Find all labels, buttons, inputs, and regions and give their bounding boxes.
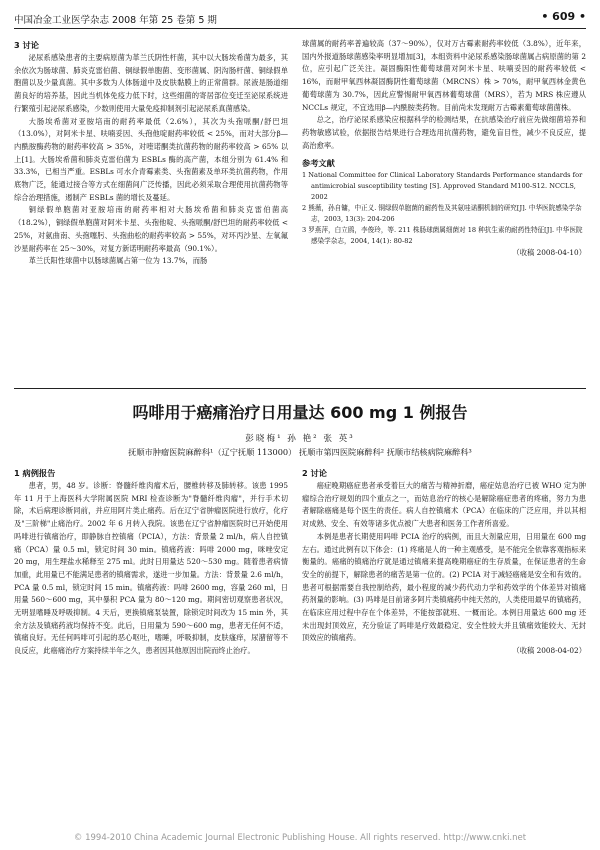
paragraph: 铜绿假单胞菌对亚胺培南的耐药率相对大肠埃希菌和肺炎克雷伯菌高（18.2%），铜绿假单胞菌对阿米卡星、头孢他啶、头孢哌酮/舒巴坦的耐药率较低 < 25%，对氨曲南、头孢噻肟、头孢曲松的耐药率较高 > 55%，对环丙沙星、左氧氟沙星耐药率在 25～30%，对复方新诺明耐药率最高（90.1%）。: [14, 205, 288, 253]
section-heading: 3 讨论: [14, 40, 39, 50]
paragraph: 总之，治疗泌尿系感染应根据科学的检测结果，在抗感染治疗前应先做细菌培养和药物敏感试验，依据报告结果进行合理选用抗菌药物，避免盲目性，减少不良反应，提高治愈率。: [302, 115, 586, 150]
article-authors: 彭晓梅¹ 孙 艳² 张 英³: [245, 434, 355, 444]
header-rule: [14, 28, 586, 29]
paragraph: 泌尿系感染患者的主要病原菌为革兰氏阴性杆菌，其中以大肠埃希菌为最多，其余依次为肠球菌、肺炎克雷伯菌、铜绿假单胞菌、变形菌属、阴沟肠杆菌、铜绿假单胞菌以及少量真菌。其中多数为人体肠道中及皮肤黏膜上的正常菌群。尿液是肠道细菌良好的培养基，因此当机体免疫力低下时，这些细菌的寄居部位变迁至泌尿系统进行繁殖引起泌尿系感染，少数则使用大量免疫抑制剂引起泌尿系真菌感染。: [14, 53, 288, 113]
section-heading: 2 讨论: [302, 468, 327, 478]
reference-item: 1 National Committee for Clinical Laboratory Standards Performance standards for antimicrobial susceptibility testing [S]. Approved Standard M100-S12. NCCLS, 2002: [302, 171, 583, 202]
journal-info: 中国冶金工业医学杂志 2008 年第 25 卷第 5 期: [14, 15, 217, 26]
paragraph: 革兰氏阳性球菌中以肠球菌属占第一位为 13.7%，而肠: [28, 256, 208, 266]
received-date: （收稿 2008-04-10）: [512, 248, 586, 258]
page-header: [14, 10, 586, 26]
reference-item: 3 罗燕萍，白立鸥，李俊玲，等. 211 株肠球菌属细菌对 18 种抗生素的耐药性特征[J]. 中华医院感染学杂志，2004, 14(1): 80-82: [302, 226, 583, 246]
section-heading: 1 病例报告: [14, 468, 56, 478]
page-number: • 609 •: [541, 10, 586, 23]
discussion-right-column: [302, 38, 586, 260]
references-heading: 参考文献: [302, 158, 335, 169]
paragraph: 大肠埃希菌对亚胺培南的耐药率最低（2.6%），其次为头孢哌酮/舒巴坦（13.0%），对阿米卡星、呋喃妥因、头孢他啶耐药率较低 < 25%，而对大部分β—内酰胺酶药物的耐药率较高 > 35%，对喹诺酮类抗菌药物的耐药率较高 > 65% 以上[1]。大肠埃希菌和肺炎克雷伯菌为 ESBLs 酶的高产菌，本组分别为 61.4% 和 33.3%，已相当严重。ESBLs 可水介青霉素类、头孢菌素及单环类抗菌药物，作用底物广泛，能通过接合等方式在细菌间广泛传播，因此必须采取合理使用抗菌药物等综合治理措施，遏制产 ESBLs 菌的增长及蔓延。: [14, 116, 288, 202]
paragraph: 球菌属的耐药率普遍较高（37～90%），仅对万古霉素耐药率较低（3.8%），近年来，国内外报道肠球菌感染率明显增加[3]，本组资料中泌尿系感染肠球菌属占病原菌的第 2 位，应引起广泛关注。凝固酶阳性葡萄球菌对阿米卡星、呋喃妥因的耐药率较低 < 16%，而耐甲氧西林凝固酶阴性葡萄球菌（MRCNS）株 > 70%，耐甲氧西林金黄色葡萄球菌为 30.7%，因此应警惕耐甲氧西林葡萄球菌（MRS），若为 MRS 株应遵从 NCCLs 规定，不宜选用β—内酰胺类药物。目前尚未发现耐万古霉素葡萄球菌菌株。: [302, 39, 586, 112]
article-title: 吗啡用于癌痛治疗日用量达 600 mg 1 例报告: [132, 403, 468, 422]
article-separator: [14, 388, 586, 389]
copyright-footer: © 1994-2010 China Academic Journal Electronic Publishing House. All rights reserved. http://www.cnki.net: [73, 833, 527, 843]
received-date: （收稿 2008-04-02）: [512, 646, 586, 656]
paragraph: 患者，男，48 岁。诊断：脊髓纤维肉瘤术后，腰椎转移及肺转移。该患 1995 年 11 月于上海医科大学附属医院 MRI 检查诊断为"脊髓纤维肉瘤"，并行手术切除，术后病理诊断同前，并应用阿片类止痛药。后在辽宁省肿瘤医院进行放疗，化疗及"三阶梯"止痛治疗。2002 年 6 月转入我院。该患在辽宁省肿瘤医院时已开始使用吗啡进行镇痛治疗，即静脉自控镇痛（PCIA），方法：背景量 2 ml/h，病人自控镇痛（PCA）量 0.5 ml，锁定时间 30 min。镇痛药液：吗啡 2000 mg，咪唑安定 20 mg，用生理盐水稀释至 275 ml。此时日用量达 520～530 mg。随着患者病情加重，此用量已不能满足患者的镇痛需求，遂进一步加量。方法：背景量 2.6 ml/h，PCA 量 0.5 ml，锁定时间 15 min。镇痛药液：吗啡 2600 mg，容量 260 ml，日用量 560～600 mg，其中暴积 PCA 量为 80～120 mg。期间密切观察患者状况，无明显嗜睡及呼吸抑制。4 天后，更换镇痛泵装置，除锁定时间改为 15 min 外，其余方法及镇痛药液均保持不变。此后，日用量为 590～600 mg，患者无任何不适，镇痛良好。无任何吗啡可引起的恶心呕吐，嗜睡，呼吸抑制，皮肤瘙痒，尿潴留等不良反应，此癌痛治疗方案持续半年之久，患者因其他原因出院而终止治疗。: [14, 481, 288, 656]
article-discussion-column: [302, 466, 586, 658]
reference-item: 2 熊薇，孙自镛，中正义. 铜绿假单胞菌的耐药性及其氨哇诺酮机制的研究[J]. 中华医院感染学杂志，2003, 13(3): 204-206: [302, 204, 582, 224]
discussion-left-column: [14, 38, 288, 268]
paragraph: 癌症晚期癌症患者承受着巨大的痛苦与精神折磨，癌症姑息治疗已被 WHO 定为肿瘤综合治疗规划的四个重点之一，而姑息治疗的核心是解除癌症患者的疼痛，努力为患者解除癌痛是每个医生的责任。病人自控镇痛术（PCA）在临床的广泛应用，并以其相对成熟、安全、有效等诸多优点被广大患者和医务工作者所喜爱。: [302, 481, 586, 529]
case-report-column: [14, 466, 288, 658]
article-affiliations: 抚顺市肿瘤医院麻醉科¹（辽宁抚顺 113000） 抚顺市第四医院麻醉科² 抚顺市结核病院麻醉科³: [128, 447, 472, 457]
paragraph: 本例是患者长期使用吗啡 PCIA 治疗的病例，而且大剂量应用，日用量在 600 mg 左右。通过此例有以下体会：(1) 疼痛是人的一种主观感受，是不能完全依靠客观指标来衡量的。癌痛的镇痛治疗就是通过镇痛来提高晚期癌症的生存质量，在保证患者的生命安全的前提下，解除患者的痛苦是第一位的。(2) PCIA 对于减轻癌痛是安全和有效的。患者可根据需要自我控制给药，最小程度的减少药代动力学和药效学的个体差异对镇痛药剂量的影响。(3) 吗啡是目前诸多阿片类镇痛药中纯天然的，人类使用最早的镇痛药，在临床应用过程中存在个体差异，不能按部就班、一概而论。本例日用量达 600 mg 还未出现封顶效应，充分验证了吗啡是疗效最稳定、安全性较大并且镇痛效能较大、无封顶效应的镇痛药。: [302, 531, 586, 643]
